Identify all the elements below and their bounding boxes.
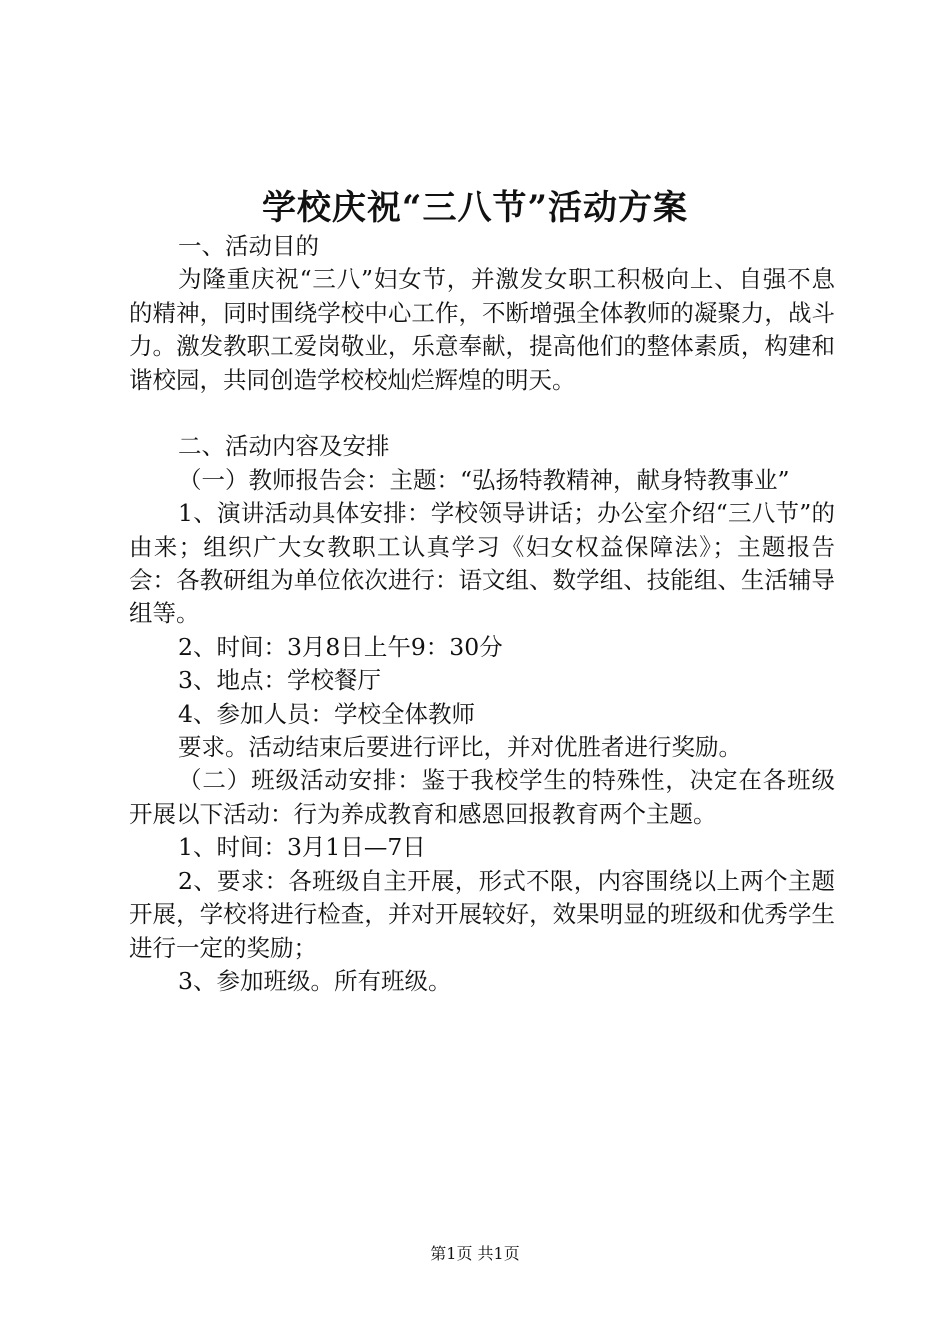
section-heading-2: 二、活动内容及安排 — [178, 432, 390, 461]
item-class-time: 1、时间：3月1日—7日 — [178, 833, 426, 862]
item-speech-arrangement: 1、演讲活动具体安排：学校领导讲话；办公室介绍“三八节”的由来；组织广大女教职工认真学习《妇女权益保障法》；主题报告会：各教研组为单位依次进行：语文组、数学组、技能组、生活辅导组等。 — [129, 499, 835, 628]
item-location: 3、地点：学校餐厅 — [178, 666, 381, 695]
section-heading-1: 一、活动目的 — [178, 232, 319, 260]
item-class-participants: 3、参加班级。所有班级。 — [178, 966, 452, 995]
document-body — [129, 230, 835, 998]
item-participants: 4、参加人员：学校全体教师 — [178, 699, 475, 728]
paragraph-purpose: 为隆重庆祝“三八”妇女节，并激发女职工积极向上、自强不息的精神，同时围绕学校中心工作，不断增强全体教师的凝聚力，战斗力。激发教职工爱岗敬业，乐意奉献，提高他们的整体素质，构建和谐校园，共同创造学校校灿烂辉煌的明天。 — [129, 265, 835, 394]
subsection-teacher-report: （一）教师报告会：主题：“弘扬特教精神，献身特教事业” — [178, 465, 790, 494]
page-footer: 第1页 共1页 — [430, 1244, 520, 1263]
subsection-class-activities: （二）班级活动安排：鉴于我校学生的特殊性，决定在各班级开展以下活动：行为养成教育和感恩回报教育两个主题。 — [129, 766, 835, 828]
document-title: 学校庆祝“三八节”活动方案 — [261, 188, 689, 228]
item-time: 2、时间：3月8日上午9：30分 — [178, 632, 503, 661]
item-requirement: 要求。活动结束后要进行评比，并对优胜者进行奖励。 — [178, 733, 742, 762]
item-class-requirement: 2、要求：各班级自主开展，形式不限，内容围绕以上两个主题开展，学校将进行检查，并对开展较好，效果明显的班级和优秀学生进行一定的奖励； — [129, 866, 835, 962]
